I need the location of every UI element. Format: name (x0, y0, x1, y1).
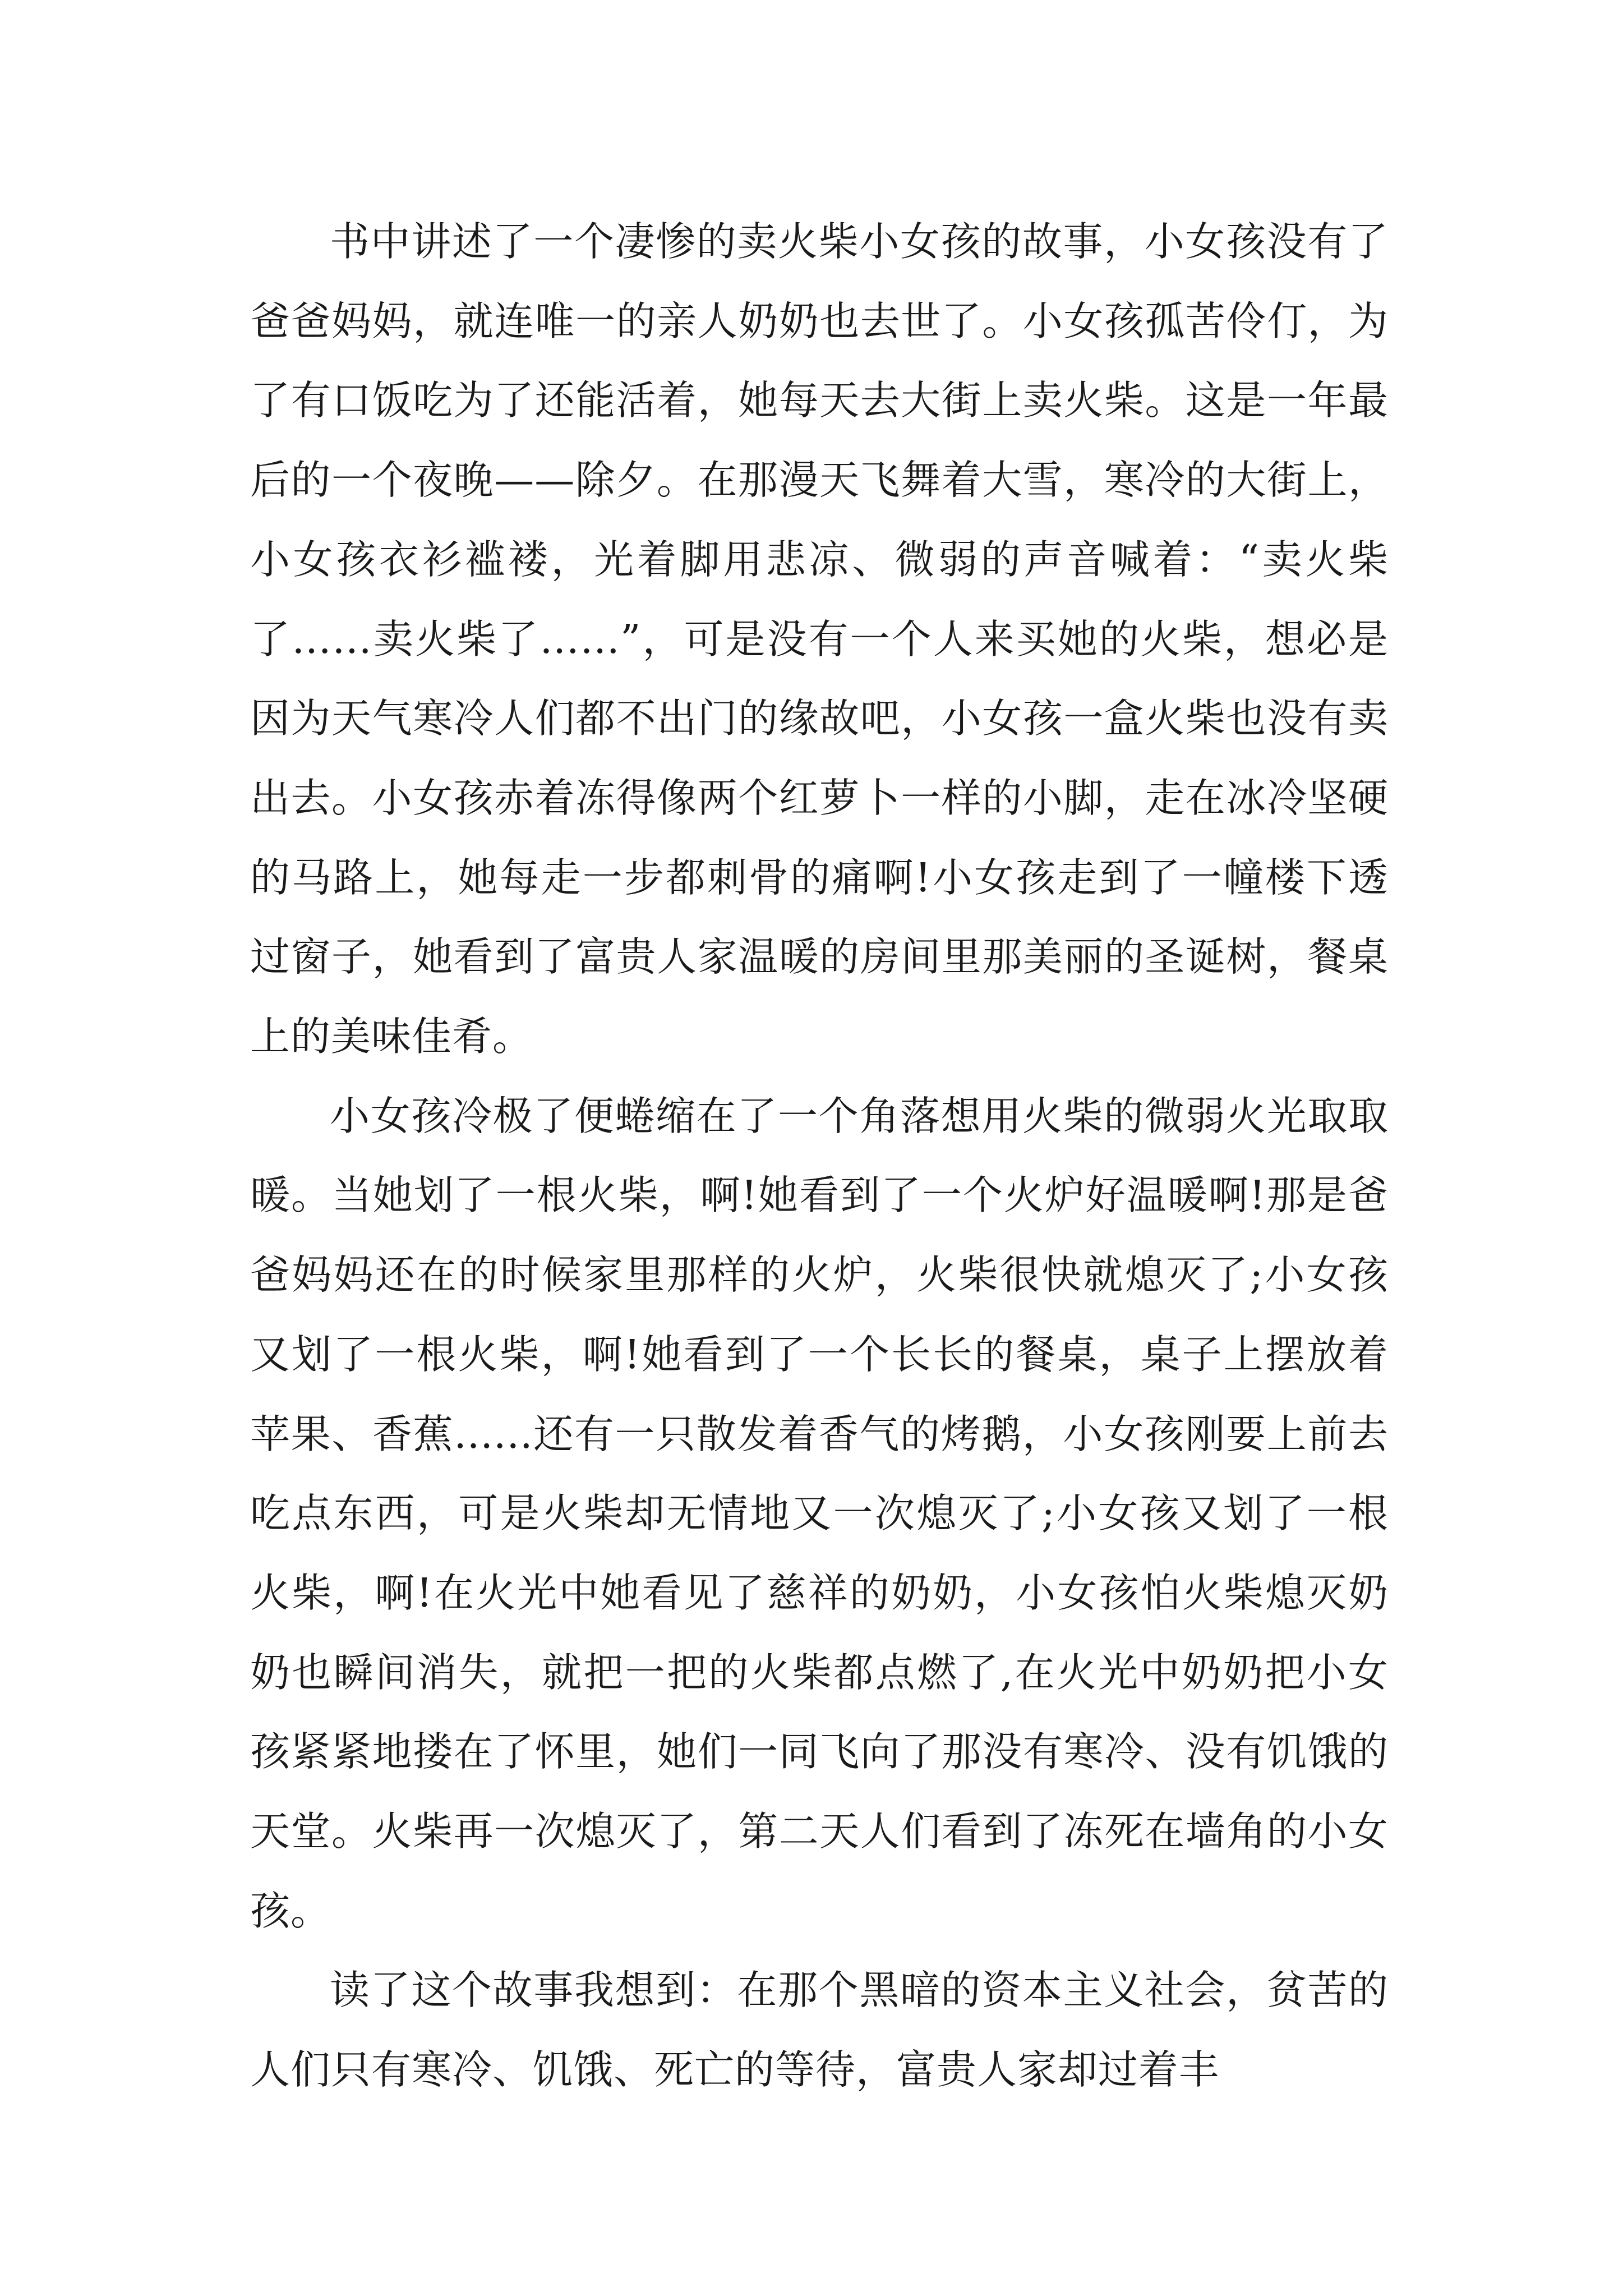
paragraph-story-summary: 书中讲述了一个凄惨的卖火柴小女孩的故事，小女孩没有了爸爸妈妈，就连唯一的亲人奶奶也去世了。小女孩孤苦伶仃，为了有口饭吃为了还能活着，她每天去大街上卖火柴。这是一年最后的一个夜晚——除夕。在那漫天飞舞着大雪，寒冷的大街上，小女孩衣衫褴褛，光着脚用悲凉、微弱的声音喊着：“卖火柴了……卖火柴了……”，可是没有一个人来买她的火柴，想必是因为天气寒冷人们都不出门的缘故吧，小女孩一盒火柴也没有卖出去。小女孩赤着冻得像两个红萝卜一样的小脚，走在冰冷坚硬的马路上，她每走一步都刺骨的痛啊!小女孩走到了一幢楼下透过窗子，她看到了富贵人家温暖的房间里那美丽的圣诞树，餐桌上的美味佳肴。 (250, 218, 1389, 1060)
essay-body (250, 202, 1389, 2110)
paragraph-reflection: 读了这个故事我想到：在那个黑暗的资本主义社会，贫苦的人们只有寒冷、饥饿、死亡的等待，富贵人家却过着丰 (250, 1967, 1389, 2093)
paragraph-matches: 小女孩冷极了便蜷缩在了一个角落想用火柴的微弱火光取取暖。当她划了一根火柴，啊!她看到了一个火炉好温暖啊!那是爸爸妈妈还在的时候家里那样的火炉，火柴很快就熄灭了;小女孩又划了一根火柴，啊!她看到了一个长长的餐桌，桌子上摆放着苹果、香蕉......还有一只散发着香气的烤鹅，小女孩刚要上前去吃点东西，可是火柴却无情地又一次熄灭了;小女孩又划了一根火柴，啊!在火光中她看见了慈祥的奶奶，小女孩怕火柴熄灭奶奶也瞬间消失，就把一把的火柴都点燃了,在火光中奶奶把小女孩紧紧地搂在了怀里，她们一同飞向了那没有寒冷、没有饥饿的天堂。火柴再一次熄灭了，第二天人们看到了冻死在墙角的小女孩。 (250, 1092, 1389, 1934)
